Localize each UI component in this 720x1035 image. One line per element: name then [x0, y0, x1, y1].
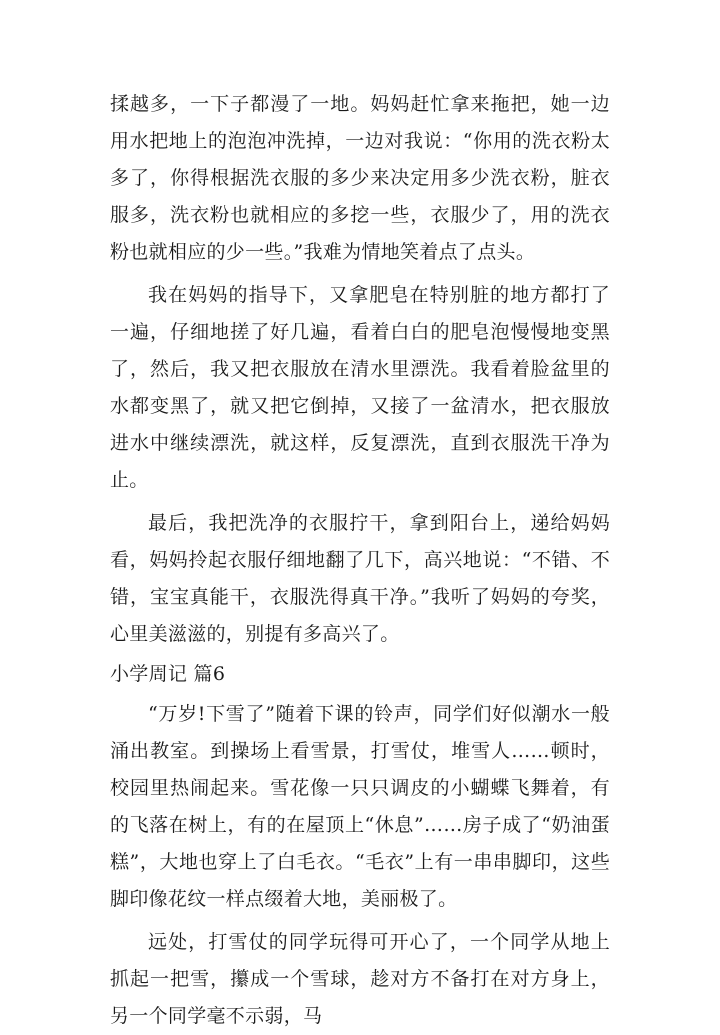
document-body	[110, 86, 610, 1035]
section-title: 小学周记 篇6	[110, 663, 226, 685]
paragraph: 远处，打雪仗的同学玩得可开心了，一个同学从地上抓起一把雪，攥成一个雪球，趁对方不备打在对方身上，另一个同学毫不示弱，马	[110, 931, 610, 1027]
paragraph-continued: 揉越多，一下子都漫了一地。妈妈赶忙拿来拖把，她一边用水把地上的泡泡冲洗掉，一边对我说：“你用的洗衣粉太多了，你得根据洗衣服的多少来决定用多少洗衣粉，脏衣服多，洗衣粉也就相应的多挖一些，衣服少了，用的洗衣粉也就相应的少一些。”我难为情地笑着点了点头。	[110, 93, 610, 263]
paragraph: “万岁!下雪了”随着下课的铃声，同学们好似潮水一般涌出教室。到操场上看雪景，打雪仗，堆雪人……顿时，校园里热闹起来。雪花像一只只调皮的小蝴蝶飞舞着，有的飞落在树上，有的在屋顶上“休息”……房子成了“奶油蛋糕”，大地也穿上了白毛衣。“毛衣”上有一串串脚印，这些脚印像花纹一样点缀着大地，美丽极了。	[110, 703, 610, 910]
paragraph: 我在妈妈的指导下，又拿肥皂在特别脏的地方都打了一遍，仔细地搓了好几遍，看着白白的肥皂泡慢慢地变黑了，然后，我又把衣服放在清水里漂洗。我看着脸盆里的水都变黑了，就又把它倒掉，又接了一盆清水，把衣服放进水中继续漂洗，就这样，反复漂洗，直到衣服洗干净为止。	[110, 284, 610, 491]
paragraph: 最后，我把洗净的衣服拧干，拿到阳台上，递给妈妈看，妈妈拎起衣服仔细地翻了几下，高兴地说：“不错、不错，宝宝真能干，衣服洗得真干净。”我听了妈妈的夸奖，心里美滋滋的，别提有多高兴了。	[110, 512, 610, 645]
